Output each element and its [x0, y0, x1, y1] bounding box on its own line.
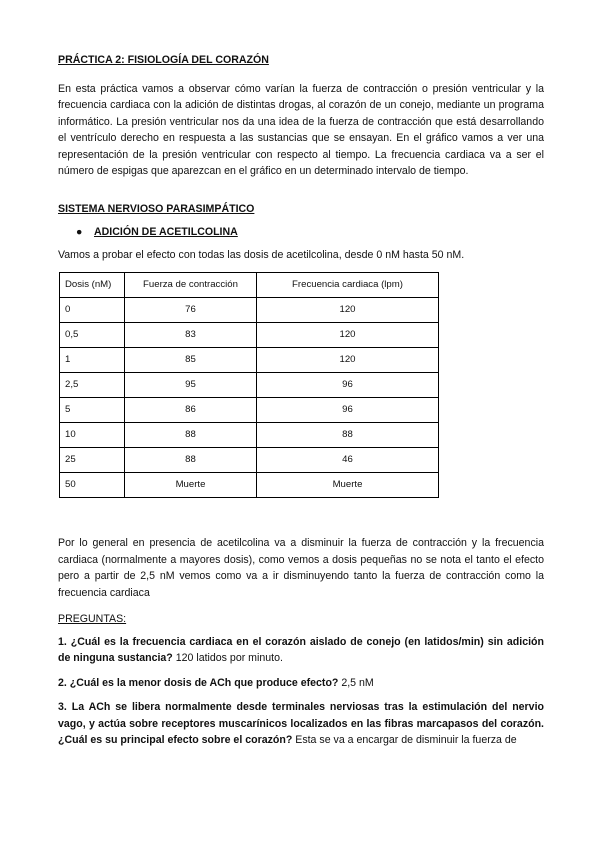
section-heading: SISTEMA NERVIOSO PARASIMPÁTICO: [58, 202, 255, 215]
cell-rate: 120: [257, 348, 439, 373]
lead-paragraph: Vamos a probar el efecto con todas las dosis de acetilcolina, desde 0 nM hasta 50 nM.: [58, 248, 465, 261]
cell-force: 95: [125, 373, 257, 398]
bullet-dot-icon: ●: [76, 226, 83, 239]
cell-dose: 50: [60, 473, 125, 498]
table-row: [60, 473, 439, 498]
cell-force: 88: [125, 448, 257, 473]
bullet-heading: [58, 224, 544, 241]
question-item: [58, 699, 544, 749]
question-item: [58, 675, 544, 692]
cell-rate: Muerte: [257, 473, 439, 498]
questions-heading: PREGUNTAS:: [58, 613, 127, 626]
table-row: [60, 348, 439, 373]
header-rate: Frecuencia cardiaca (lpm): [257, 273, 439, 298]
answer-text: 120 latidos por minuto.: [172, 652, 283, 665]
question-text: 1. ¿Cuál es la frecuencia cardiaca en el corazón aislado de conejo (en latidos/min) sin adición de ninguna sustancia?: [58, 635, 544, 665]
table-row: [60, 398, 439, 423]
cell-rate: 46: [257, 448, 439, 473]
answer-text: Esta se va a encargar de disminuir la fuerza de: [292, 734, 517, 747]
cell-force: 86: [125, 398, 257, 423]
table-header-row: [60, 273, 439, 298]
table-row: [60, 323, 439, 348]
cell-dose: 2,5: [60, 373, 125, 398]
header-dose: Dosis (nM): [60, 273, 125, 298]
table-row: [60, 298, 439, 323]
cell-dose: 0: [60, 298, 125, 323]
cell-dose: 10: [60, 423, 125, 448]
intro-paragraph: En esta práctica vamos a observar cómo varían la fuerza de contracción o presión ventricular y la frecuencia cardiaca con la adición de distintas drogas, al corazón de un conejo, mediante un programa informático. La presión ventricular nos da una idea de la fuerza de contracción que está desarrollando el ventrículo derecho en respuesta a las sustancias que se ensayan. En el gráfico vamos a ver una representación de la presión ventricular con respecto al tiempo. La frecuencia cardiaca va a ser el número de espigas que aparezcan en el gráfico en un determinado intervalo de tiempo.: [58, 82, 544, 178]
cell-dose: 1: [60, 348, 125, 373]
cell-force: Muerte: [125, 473, 257, 498]
answer-text: 2,5 nM: [338, 676, 374, 689]
cell-rate: 120: [257, 298, 439, 323]
question-text: 3. La ACh se libera normalmente desde terminales nerviosas tras la estimulación del nervio vago, y actúa sobre receptores muscarínicos localizados en las fibras marcapasos del corazón. ¿Cuál es su principal efecto sobre el corazón?: [58, 701, 544, 747]
table-row: [60, 373, 439, 398]
cell-force: 88: [125, 423, 257, 448]
question-text: 2. ¿Cuál es la menor dosis de ACh que produce efecto?: [58, 676, 339, 689]
cell-rate: 88: [257, 423, 439, 448]
header-force: Fuerza de contracción: [125, 273, 257, 298]
cell-rate: 120: [257, 323, 439, 348]
dose-table: [59, 272, 439, 498]
cell-force: 83: [125, 323, 257, 348]
bullet-heading-text: ADICIÓN DE ACETILCOLINA: [94, 226, 238, 239]
cell-dose: 25: [60, 448, 125, 473]
conclusion-paragraph: Por lo general en presencia de acetilcolina va a disminuir la fuerza de contracción y la frecuencia cardiaca (normalmente a mayores dosis), como vemos a dosis pequeñas no se nota el tanto el efecto pero a partir de 2,5 nM vemos como va a ir disminuyendo tanto la fuerza de contracción como la frecuencia cardiaca: [58, 537, 544, 599]
question-item: [58, 634, 544, 667]
document-title: PRÁCTICA 2: FISIOLOGÍA DEL CORAZÓN: [58, 54, 269, 66]
cell-rate: 96: [257, 398, 439, 423]
cell-force: 76: [125, 298, 257, 323]
document-page: [58, 52, 544, 757]
table-row: [60, 423, 439, 448]
cell-force: 85: [125, 348, 257, 373]
table-row: [60, 448, 439, 473]
cell-dose: 5: [60, 398, 125, 423]
cell-dose: 0,5: [60, 323, 125, 348]
cell-rate: 96: [257, 373, 439, 398]
